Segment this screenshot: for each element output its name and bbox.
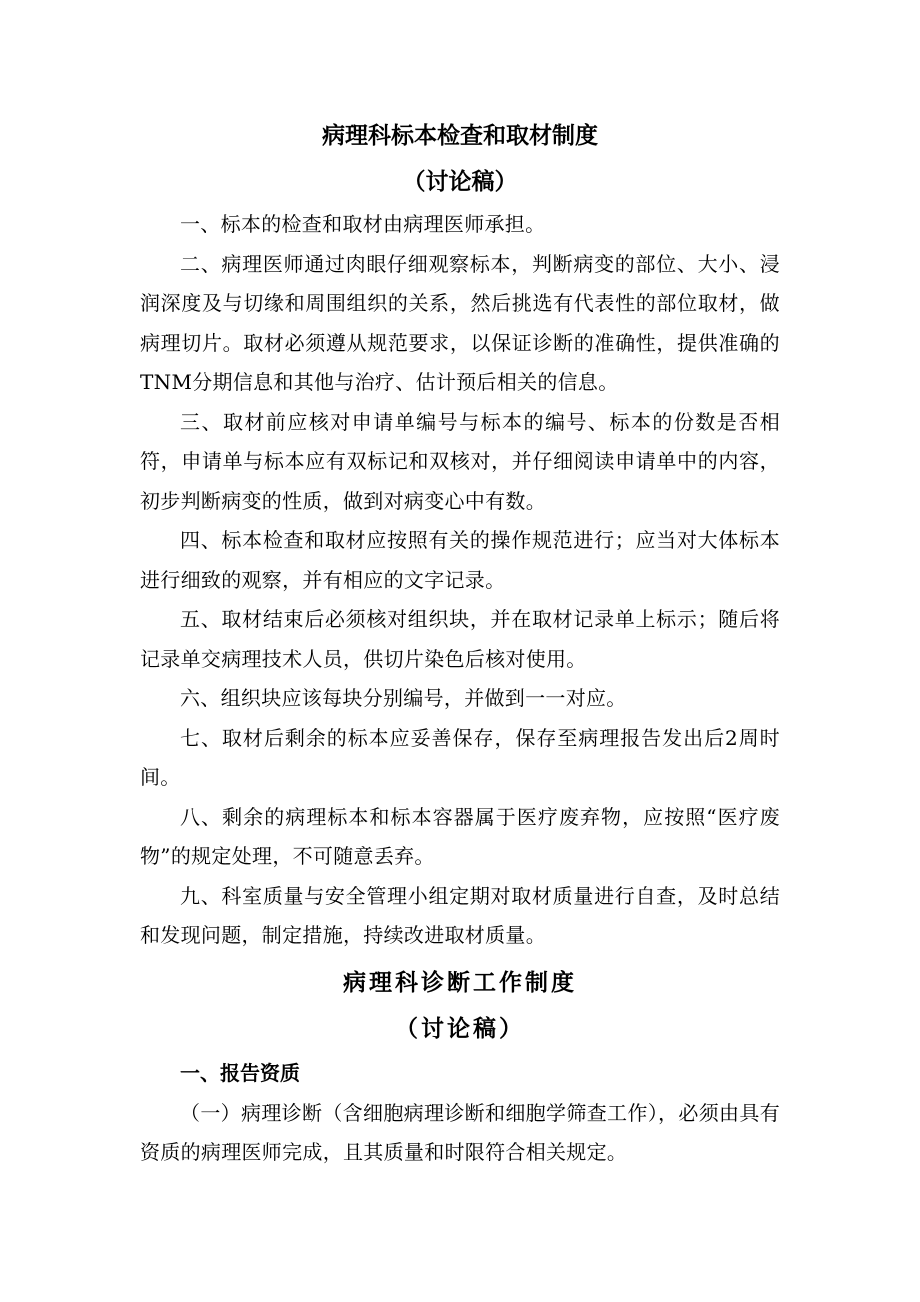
doc1-paragraph-1: 一、标本的检查和取材由病理医师承担。 [180,212,546,236]
doc1-subtitle: （讨论稿） [402,168,518,195]
doc1-paragraph-7: 七、取材后剩余的标本应妥善保存，保存至病理报告发出后2周时间。 [140,725,780,789]
doc2-paragraph-1: （一）病理诊断（含细胞病理诊断和细胞学筛查工作），必须由具有资质的病理医师完成，且其质量和时限符合相关规定。 [140,1100,780,1164]
doc2-title: 病理科诊断工作制度 [343,968,577,996]
doc1-paragraph-3: 三、取材前应核对申请单编号与标本的编号、标本的份数是否相符，申请单与标本应有双标记和双核对，并仔细阅读申请单中的内容，初步判断病变的性质，做到对病变心中有数。 [140,409,780,513]
doc1-paragraph-5: 五、取材结束后必须核对组织块，并在取材记录单上标示；随后将记录单交病理技术人员，供切片染色后核对使用。 [140,607,780,671]
doc1-paragraph-6: 六、组织块应该每块分别编号，并做到一一对应。 [180,686,627,710]
document-body [140,113,780,1173]
doc1-paragraph-2: 二、病理医师通过肉眼仔细观察标本，判断病变的部位、大小、浸润深度及与切缘和周围组织的关系，然后挑选有代表性的部位取材，做病理切片。取材必须遵从规范要求，以保证诊断的准确性，提供准确的TNM分期信息和其他与治疗、估计预后相关的信息。 [140,251,780,394]
doc2-section-heading: 一、报告资质 [180,1060,300,1085]
doc1-paragraph-9: 九、科室质量与安全管理小组定期对取材质量进行自查，及时总结和发现问题，制定措施，持续改进取材质量。 [140,883,780,947]
doc1-paragraph-4: 四、标本检查和取材应按照有关的操作规范进行；应当对大体标本进行细致的观察，并有相应的文字记录。 [140,528,780,592]
doc1-paragraph-8: 八、剩余的病理标本和标本容器属于医疗废弃物，应按照“医疗废物”的规定处理，不可随意丢弃。 [140,804,780,868]
doc2-subtitle: （讨论稿） [395,1014,525,1042]
doc1-title: 病理科标本检查和取材制度 [322,122,598,149]
